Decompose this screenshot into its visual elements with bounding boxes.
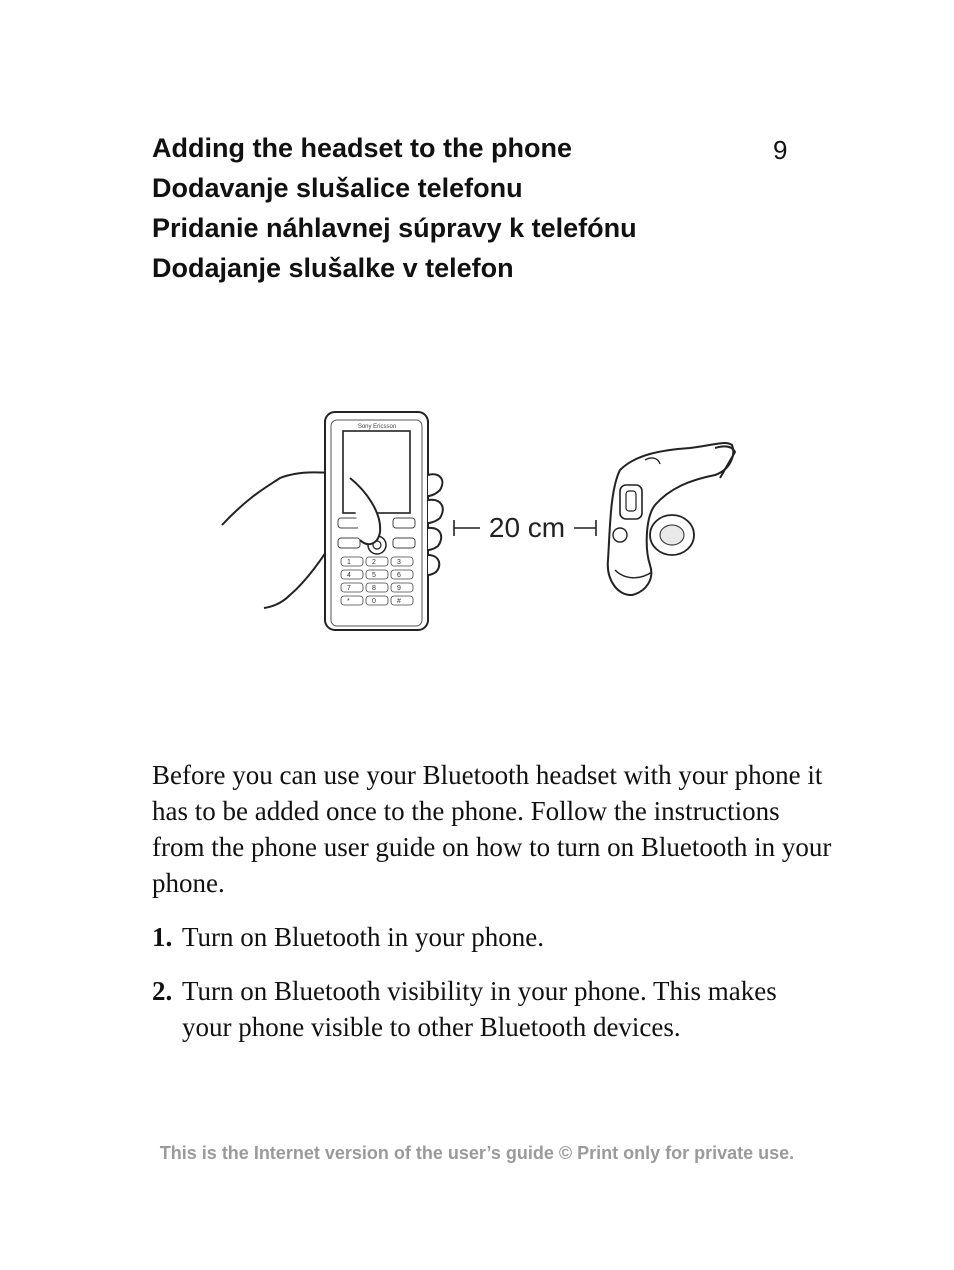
phone-brand-label: Sony Ericsson xyxy=(357,424,397,430)
keypad-key: 3 xyxy=(397,559,401,566)
step-item xyxy=(152,973,832,1045)
step-number: 2. xyxy=(152,976,173,1006)
keypad-key: 8 xyxy=(372,585,376,592)
keypad-key: 5 xyxy=(372,572,376,579)
keypad-key: 0 xyxy=(372,598,376,605)
step-item xyxy=(152,919,832,955)
pairing-illustration xyxy=(200,400,760,640)
step-number: 1. xyxy=(152,922,173,952)
keypad-key: 7 xyxy=(347,585,351,592)
keypad-key: * xyxy=(347,598,350,605)
step-text: Turn on Bluetooth visibility in your phone. This makes your phone visible to other Bluetooth devices. xyxy=(182,976,777,1042)
heading-english: Adding the headset to the phone xyxy=(152,133,572,163)
keypad-key: 9 xyxy=(397,585,401,592)
keypad-key: 2 xyxy=(372,559,376,566)
keypad-key: 1 xyxy=(347,559,351,566)
heading-block xyxy=(152,128,637,288)
instructions xyxy=(152,757,832,1063)
intro-paragraph: Before you can use your Bluetooth headset with your phone it has to be added once to the phone. Follow the instructions from the phone user guide on how to turn on Bluetooth in your phone. xyxy=(152,760,832,898)
keypad-key: 6 xyxy=(397,572,401,579)
distance-label: 20 cm xyxy=(488,512,566,543)
heading-slovenian: Dodajanje slušalke v telefon xyxy=(152,253,514,283)
heading-slovak: Pridanie náhlavnej súpravy k telefónu xyxy=(152,213,637,243)
page-number: 9 xyxy=(773,135,788,165)
heading-croatian: Dodavanje slušalice telefonu xyxy=(152,173,523,203)
keypad-key: # xyxy=(397,598,401,605)
step-text: Turn on Bluetooth in your phone. xyxy=(182,922,545,952)
footer-notice: This is the Internet version of the user’s guide © Print only for private use. xyxy=(159,1143,795,1163)
headset-illustration xyxy=(608,443,735,595)
keypad-key: 4 xyxy=(347,572,351,579)
